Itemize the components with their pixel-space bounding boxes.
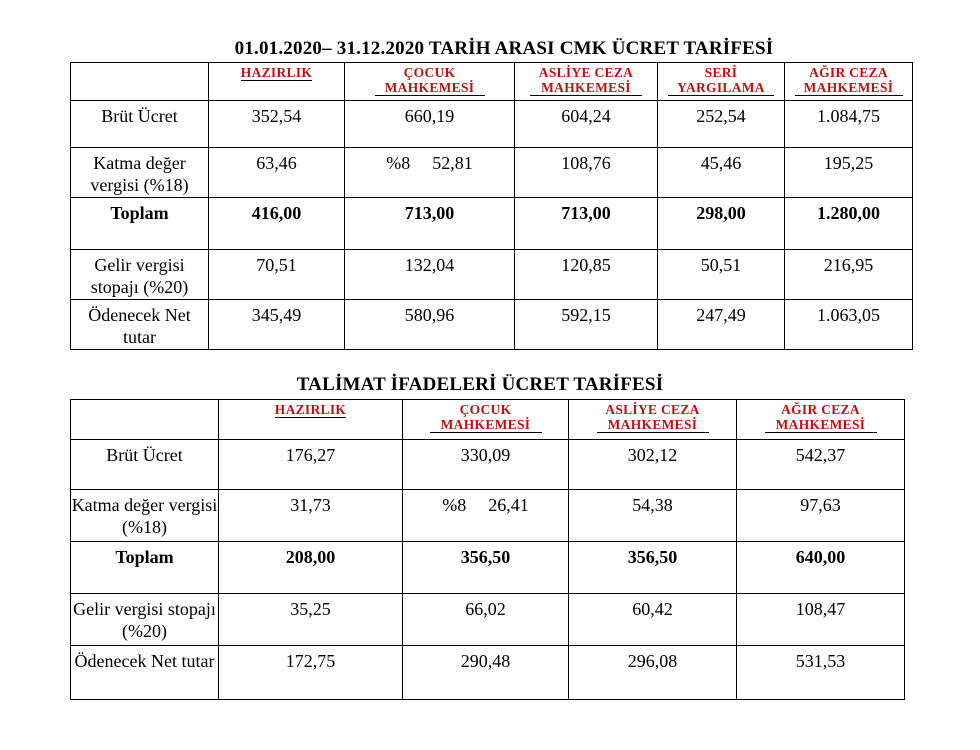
table-cell: 252,54 — [658, 101, 785, 148]
corner-cell — [71, 400, 219, 440]
cell-value: 26,41 — [488, 495, 529, 515]
table-cell: 108,76 — [515, 148, 658, 198]
table-cell: 54,38 — [569, 490, 737, 542]
table-cell: 63,46 — [209, 148, 345, 198]
table-cell: 296,08 — [569, 646, 737, 700]
table-cell: 713,00 — [515, 198, 658, 250]
table-cell: 416,00 — [209, 198, 345, 250]
header-asliye-ceza: ASLİYE CEZA MAHKEMESİ — [569, 400, 737, 440]
table-cell: 97,63 — [737, 490, 905, 542]
table-cell: 216,95 — [785, 250, 913, 300]
header-seri-yargilama: SERİ YARGILAMA — [658, 63, 785, 101]
table-cell: 604,24 — [515, 101, 658, 148]
table-row — [71, 646, 905, 700]
table-cell: 531,53 — [737, 646, 905, 700]
table-row — [71, 490, 905, 542]
table-cell — [345, 148, 515, 198]
row-label: Ödenecek Net tutar — [71, 646, 219, 700]
table-cell: 592,15 — [515, 300, 658, 350]
table-cell: 290,48 — [403, 646, 569, 700]
table-cell: 1.280,00 — [785, 198, 913, 250]
table-row — [71, 148, 913, 198]
table-row — [71, 594, 905, 646]
table-cell: 31,73 — [219, 490, 403, 542]
table-cell: 580,96 — [345, 300, 515, 350]
table-cell: 356,50 — [569, 542, 737, 594]
table-cell: 640,00 — [737, 542, 905, 594]
table2-title: TALİMAT İFADELERİ ÜCRET TARİFESİ — [296, 374, 664, 395]
table-cell: 108,47 — [737, 594, 905, 646]
table-cell: 50,51 — [658, 250, 785, 300]
header-hazirlik: HAZIRLIK — [209, 63, 345, 101]
table-row — [71, 101, 913, 148]
cmk-fee-table — [70, 62, 913, 350]
vat-rate-note: %8 — [442, 495, 467, 515]
table-cell: 302,12 — [569, 440, 737, 490]
row-label: Toplam — [71, 198, 209, 250]
table-cell: 247,49 — [658, 300, 785, 350]
header-cocuk-mahkemesi: ÇOCUK MAHKEMESİ — [345, 63, 515, 101]
table-cell: 132,04 — [345, 250, 515, 300]
header-cocuk-mahkemesi: ÇOCUK MAHKEMESİ — [403, 400, 569, 440]
table-cell: 660,19 — [345, 101, 515, 148]
row-label: Gelir vergisi stopajı (%20) — [71, 594, 219, 646]
table-cell: 176,27 — [219, 440, 403, 490]
corner-cell — [71, 63, 209, 101]
table-cell: 298,00 — [658, 198, 785, 250]
row-label: Brüt Ücret — [71, 101, 209, 148]
table-cell: 1.084,75 — [785, 101, 913, 148]
row-label: Ödenecek Net tutar — [71, 300, 209, 350]
total-row — [71, 198, 913, 250]
table-cell: 45,46 — [658, 148, 785, 198]
row-label: Toplam — [71, 542, 219, 594]
cell-value: 52,81 — [432, 153, 473, 173]
table-cell: 66,02 — [403, 594, 569, 646]
table-cell: 172,75 — [219, 646, 403, 700]
table-cell: 542,37 — [737, 440, 905, 490]
table-cell: 713,00 — [345, 198, 515, 250]
table-cell: 120,85 — [515, 250, 658, 300]
table-cell — [403, 490, 569, 542]
row-label: Katma değer vergisi (%18) — [71, 148, 209, 198]
table-cell: 330,09 — [403, 440, 569, 490]
row-label: Gelir vergisi stopajı (%20) — [71, 250, 209, 300]
header-agir-ceza: AĞIR CEZA MAHKEMESİ — [785, 63, 913, 101]
table-cell: 352,54 — [209, 101, 345, 148]
total-row — [71, 542, 905, 594]
talimat-fee-table — [70, 399, 905, 700]
table-row — [71, 300, 913, 350]
row-label: Katma değer vergisi (%18) — [71, 490, 219, 542]
table-cell: 70,51 — [209, 250, 345, 300]
row-label: Brüt Ücret — [71, 440, 219, 490]
header-asliye-ceza: ASLİYE CEZA MAHKEMESİ — [515, 63, 658, 101]
header-agir-ceza: AĞIR CEZA MAHKEMESİ — [737, 400, 905, 440]
table-cell: 345,49 — [209, 300, 345, 350]
table-cell: 208,00 — [219, 542, 403, 594]
table1-title: 01.01.2020– 31.12.2020 TARİH ARASI CMK ÜCRET TARİFESİ — [234, 38, 774, 59]
table-cell: 195,25 — [785, 148, 913, 198]
table-row — [71, 440, 905, 490]
table-row — [71, 250, 913, 300]
table-header-row — [71, 400, 905, 440]
table-cell: 60,42 — [569, 594, 737, 646]
header-hazirlik: HAZIRLIK — [219, 400, 403, 440]
vat-rate-note: %8 — [386, 153, 411, 173]
table-header-row — [71, 63, 913, 101]
table-cell: 1.063,05 — [785, 300, 913, 350]
table-cell: 35,25 — [219, 594, 403, 646]
table-cell: 356,50 — [403, 542, 569, 594]
